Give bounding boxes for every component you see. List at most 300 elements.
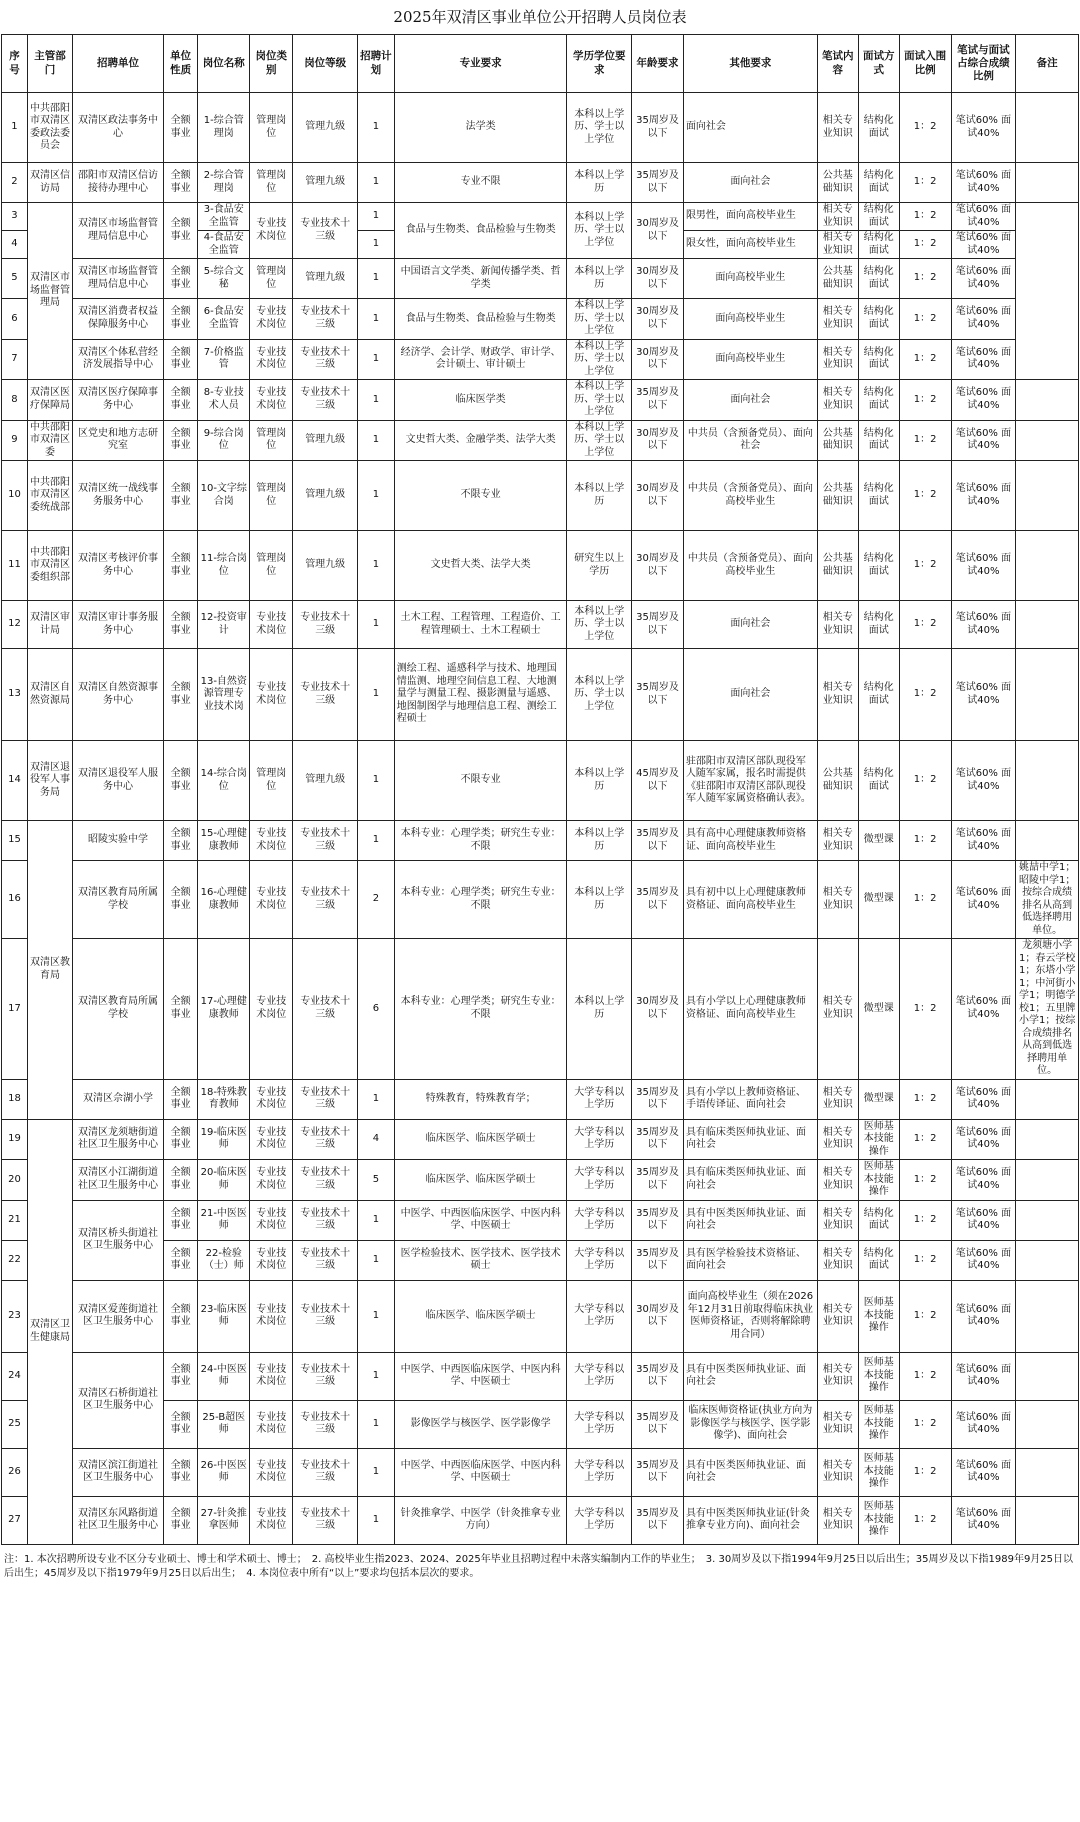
post-level-cell: 专业技术十三级 [293,1280,358,1352]
department-cell: 双清区审计局 [27,601,72,649]
post-type-cell: 专业技术岗位 [250,339,293,380]
interview-method-cell: 结构化面试 [858,299,899,340]
post-level-cell: 管理九级 [293,741,358,821]
nature-cell: 全额事业 [163,741,198,821]
interview-method-cell: 医师基本技能操作 [858,1448,899,1496]
recruitment-table [1,34,1079,1545]
major-cell: 医学检验技术、医学技术、医学技术硕士 [394,1240,567,1280]
table-row [2,861,1079,939]
table-row [2,380,1079,421]
score-weight-cell: 笔试60% 面试40% [951,93,1016,163]
other-req-cell: 具有高中心理健康教师资格证、面向高校毕业生 [683,821,817,861]
table-row [2,163,1079,203]
post-type-cell: 管理岗位 [250,163,293,203]
other-req-cell: 面向社会 [683,163,817,203]
department-cell: 中共邵阳市双清区委 [27,420,72,461]
education-cell: 本科以上学历 [567,461,632,531]
interview-method-cell: 结构化面试 [858,649,899,741]
row-number: 7 [2,339,28,380]
post-name-cell: 2-综合管理岗 [198,163,250,203]
plan-count-cell: 1 [358,93,395,163]
row-number: 25 [2,1400,28,1448]
score-weight-cell: 笔试60% 面试40% [951,231,1016,259]
exam-content-cell: 相关专业知识 [817,861,858,939]
col-header: 主管部门 [27,35,72,93]
age-cell: 35周岁及以下 [632,1119,684,1160]
unit-cell: 双清区退役军人服务中心 [73,741,164,821]
department-cell: 双清区市场监督管理局 [27,203,72,380]
major-cell: 测绘工程、遥感科学与技术、地理国情监测、地理空间信息工程、大地测量学与测量工程、摄影测量与遥感、地图制图学与地理信息工程、测绘工程硕士 [394,649,567,741]
age-cell: 35周岁及以下 [632,1240,684,1280]
row-number: 16 [2,861,28,939]
remark-cell [1016,1352,1079,1400]
education-cell: 本科以上学历 [567,741,632,821]
post-name-cell: 27-针灸推拿医师 [198,1496,250,1544]
table-row [2,741,1079,821]
remark-cell [1016,1400,1079,1448]
score-weight-cell: 笔试60% 面试40% [951,1119,1016,1160]
exam-content-cell: 相关专业知识 [817,1280,858,1352]
age-cell: 30周岁及以下 [632,531,684,601]
plan-count-cell: 1 [358,339,395,380]
post-level-cell: 专业技术十三级 [293,1160,358,1201]
interview-ratio-cell: 1：2 [899,339,951,380]
post-name-cell: 11-综合岗位 [198,531,250,601]
post-name-cell: 6-食品安全监管 [198,299,250,340]
nature-cell: 全额事业 [163,649,198,741]
interview-ratio-cell: 1：2 [899,1160,951,1201]
education-cell: 大学专科以上学历 [567,1448,632,1496]
col-header: 面试入围比例 [899,35,951,93]
exam-content-cell: 相关专业知识 [817,339,858,380]
interview-method-cell: 医师基本技能操作 [858,1160,899,1201]
row-number: 20 [2,1160,28,1201]
age-cell: 30周岁及以下 [632,1280,684,1352]
score-weight-cell: 笔试60% 面试40% [951,531,1016,601]
interview-ratio-cell: 1：2 [899,939,951,1080]
col-header: 单位性质 [163,35,198,93]
post-level-cell: 管理九级 [293,420,358,461]
age-cell: 30周岁及以下 [632,259,684,299]
major-cell: 法学类 [394,93,567,163]
post-type-cell: 专业技术岗位 [250,601,293,649]
nature-cell: 全额事业 [163,1280,198,1352]
unit-cell: 双清区石桥街道社区卫生服务中心 [73,1352,164,1448]
nature-cell: 全额事业 [163,861,198,939]
row-number: 5 [2,259,28,299]
post-type-cell: 管理岗位 [250,259,293,299]
education-cell: 大学专科以上学历 [567,1160,632,1201]
interview-ratio-cell: 1：2 [899,601,951,649]
score-weight-cell: 笔试60% 面试40% [951,1448,1016,1496]
unit-cell: 双清区教育局所属学校 [73,861,164,939]
post-name-cell: 16-心理健康教师 [198,861,250,939]
nature-cell: 全额事业 [163,939,198,1080]
exam-content-cell: 相关专业知识 [817,1079,858,1119]
nature-cell: 全额事业 [163,821,198,861]
remark-cell [1016,380,1079,421]
major-cell: 文史哲大类、法学大类 [394,531,567,601]
row-number: 4 [2,231,28,259]
major-cell: 特殊教育，特殊教育学； [394,1079,567,1119]
table-row [2,259,1079,299]
age-cell: 35周岁及以下 [632,1079,684,1119]
table-row [2,1079,1079,1119]
department-cell: 双清区卫生健康局 [27,1119,72,1544]
major-cell: 本科专业：心理学类；研究生专业：不限 [394,861,567,939]
interview-ratio-cell: 1：2 [899,1448,951,1496]
post-name-cell: 13-自然资源管理专业技术岗 [198,649,250,741]
table-row [2,1160,1079,1201]
post-level-cell: 专业技术十三级 [293,1200,358,1240]
interview-method-cell: 结构化面试 [858,93,899,163]
post-name-cell: 4-食品安全监管 [198,231,250,259]
post-type-cell: 专业技术岗位 [250,1280,293,1352]
interview-method-cell: 结构化面试 [858,531,899,601]
interview-method-cell: 微型课 [858,939,899,1080]
major-cell: 中医学、中西医临床医学、中医内科学、中医硕士 [394,1448,567,1496]
table-row [2,339,1079,380]
other-req-cell: 中共员（含预备党员）、面向社会 [683,420,817,461]
post-name-cell: 22-检验（士）师 [198,1240,250,1280]
post-level-cell: 专业技术十三级 [293,299,358,340]
remark-cell: 姚喆中学1；昭陵中学1；按综合成绩排名从高到低选择聘用单位。 [1016,861,1079,939]
row-number: 8 [2,380,28,421]
major-cell: 临床医学、临床医学硕士 [394,1280,567,1352]
interview-ratio-cell: 1：2 [899,93,951,163]
post-level-cell: 专业技术十三级 [293,1448,358,1496]
age-cell: 35周岁及以下 [632,1400,684,1448]
row-number: 19 [2,1119,28,1160]
table-row [2,203,1079,231]
remark-cell [1016,531,1079,601]
col-header: 笔试内容 [817,35,858,93]
exam-content-cell: 公共基础知识 [817,163,858,203]
education-cell: 大学专科以上学历 [567,1240,632,1280]
plan-count-cell: 1 [358,601,395,649]
table-row [2,93,1079,163]
nature-cell: 全额事业 [163,299,198,340]
post-name-cell: 15-心理健康教师 [198,821,250,861]
unit-cell: 双清区教育局所属学校 [73,939,164,1080]
interview-method-cell: 结构化面试 [858,339,899,380]
education-cell: 本科以上学历、学士以上学位 [567,380,632,421]
score-weight-cell: 笔试60% 面试40% [951,259,1016,299]
interview-ratio-cell: 1：2 [899,531,951,601]
major-cell: 临床医学、临床医学硕士 [394,1119,567,1160]
score-weight-cell: 笔试60% 面试40% [951,203,1016,231]
table-row [2,601,1079,649]
score-weight-cell: 笔试60% 面试40% [951,1496,1016,1544]
other-req-cell: 限女性，面向高校毕业生 [683,231,817,259]
unit-cell: 双清区消费者权益保障服务中心 [73,299,164,340]
major-cell: 本科专业：心理学类；研究生专业：不限 [394,939,567,1080]
interview-method-cell: 结构化面试 [858,380,899,421]
age-cell: 30周岁及以下 [632,203,684,259]
education-cell: 本科以上学历 [567,163,632,203]
remark-cell [1016,420,1079,461]
plan-count-cell: 1 [358,1352,395,1400]
table-row [2,531,1079,601]
nature-cell: 全额事业 [163,1448,198,1496]
row-number: 26 [2,1448,28,1496]
major-cell: 临床医学、临床医学硕士 [394,1160,567,1201]
major-cell: 经济学、会计学、财政学、审计学、会计硕士、审计硕士 [394,339,567,380]
footnote: 注：1. 本次招聘所设专业不区分专业硕士、博士和学术硕士、博士； 2. 高校毕业生指2023、2024、2025年毕业且招聘过程中未落实编制内工作的毕业生； 3. 30周岁及以下指1994年9月25日以后出生；35周岁及以下指1989年9月25日以后出生；45周岁及以下指1979年9月25日以后出生； 4. 本岗位表中所有“以上”要求均包括本层次的要求。 [4,1553,1074,1579]
interview-method-cell: 医师基本技能操作 [858,1119,899,1160]
age-cell: 35周岁及以下 [632,1200,684,1240]
plan-count-cell: 1 [358,299,395,340]
table-row [2,1448,1079,1496]
post-type-cell: 管理岗位 [250,741,293,821]
interview-ratio-cell: 1：2 [899,231,951,259]
post-level-cell: 专业技术十三级 [293,939,358,1080]
row-number: 3 [2,203,28,231]
nature-cell: 全额事业 [163,1496,198,1544]
post-level-cell: 管理九级 [293,461,358,531]
plan-count-cell: 1 [358,1200,395,1240]
score-weight-cell: 笔试60% 面试40% [951,1079,1016,1119]
plan-count-cell: 1 [358,1448,395,1496]
score-weight-cell: 笔试60% 面试40% [951,741,1016,821]
plan-count-cell: 1 [358,1079,395,1119]
remark-cell [1016,821,1079,861]
age-cell: 30周岁及以下 [632,420,684,461]
post-type-cell: 专业技术岗位 [250,1119,293,1160]
exam-content-cell: 相关专业知识 [817,380,858,421]
post-level-cell: 专业技术十三级 [293,1496,358,1544]
row-number: 2 [2,163,28,203]
major-cell: 针灸推拿学、中医学（针灸推拿专业方向） [394,1496,567,1544]
score-weight-cell: 笔试60% 面试40% [951,380,1016,421]
exam-content-cell: 相关专业知识 [817,1448,858,1496]
unit-cell: 双清区审计事务服务中心 [73,601,164,649]
remark-cell [1016,1240,1079,1280]
plan-count-cell: 1 [358,531,395,601]
interview-method-cell: 微型课 [858,861,899,939]
exam-content-cell: 相关专业知识 [817,821,858,861]
remark-cell [1016,461,1079,531]
table-row [2,1400,1079,1448]
exam-content-cell: 相关专业知识 [817,203,858,231]
col-header: 专业要求 [394,35,567,93]
post-type-cell: 专业技术岗位 [250,1352,293,1400]
plan-count-cell: 1 [358,259,395,299]
interview-method-cell: 结构化面试 [858,601,899,649]
score-weight-cell: 笔试60% 面试40% [951,1280,1016,1352]
exam-content-cell: 相关专业知识 [817,93,858,163]
nature-cell: 全额事业 [163,93,198,163]
row-number: 27 [2,1496,28,1544]
col-header: 岗位等级 [293,35,358,93]
plan-count-cell: 1 [358,461,395,531]
table-body [2,93,1079,1545]
education-cell: 大学专科以上学历 [567,1280,632,1352]
other-req-cell: 具有临床类医师执业证、面向社会 [683,1160,817,1201]
other-req-cell: 面向社会 [683,93,817,163]
other-req-cell: 驻邵阳市双清区部队现役军人随军家属，报名时需提供《驻邵阳市双清区部队现役军人随军家属资格确认表》。 [683,741,817,821]
major-cell: 文史哲大类、金融学类、法学大类 [394,420,567,461]
major-cell: 土木工程、工程管理、工程造价、工程管理硕士、土木工程硕士 [394,601,567,649]
education-cell: 本科以上学历 [567,259,632,299]
interview-method-cell: 微型课 [858,1079,899,1119]
row-number: 1 [2,93,28,163]
age-cell: 35周岁及以下 [632,1496,684,1544]
row-number: 17 [2,939,28,1080]
score-weight-cell: 笔试60% 面试40% [951,461,1016,531]
plan-count-cell: 1 [358,1240,395,1280]
interview-method-cell: 医师基本技能操作 [858,1352,899,1400]
post-name-cell: 14-综合岗位 [198,741,250,821]
post-level-cell: 专业技术十三级 [293,380,358,421]
post-type-cell: 专业技术岗位 [250,1079,293,1119]
other-req-cell: 具有中医类医师执业证、面向社会 [683,1200,817,1240]
other-req-cell: 中共员（含预备党员）、面向高校毕业生 [683,531,817,601]
education-cell: 本科以上学历 [567,821,632,861]
table-row [2,1280,1079,1352]
post-type-cell: 专业技术岗位 [250,299,293,340]
other-req-cell: 面向社会 [683,380,817,421]
post-type-cell: 专业技术岗位 [250,1400,293,1448]
row-number: 15 [2,821,28,861]
unit-cell: 双清区考核评价事务中心 [73,531,164,601]
col-header: 备注 [1016,35,1079,93]
exam-content-cell: 公共基础知识 [817,741,858,821]
age-cell: 35周岁及以下 [632,1448,684,1496]
nature-cell: 全额事业 [163,461,198,531]
other-req-cell: 具有中医类医师执业证(针灸推拿专业方向)、面向社会 [683,1496,817,1544]
interview-method-cell: 结构化面试 [858,231,899,259]
col-header: 招聘计划 [358,35,395,93]
interview-ratio-cell: 1：2 [899,1496,951,1544]
post-name-cell: 25-B超医师 [198,1400,250,1448]
plan-count-cell: 1 [358,741,395,821]
nature-cell: 全额事业 [163,1240,198,1280]
plan-count-cell: 1 [358,821,395,861]
nature-cell: 全额事业 [163,1079,198,1119]
other-req-cell: 中共员（含预备党员）、面向高校毕业生 [683,461,817,531]
department-cell: 双清区退役军人事务局 [27,741,72,821]
other-req-cell: 面向社会 [683,601,817,649]
post-name-cell: 21-中医医师 [198,1200,250,1240]
table-row [2,461,1079,531]
unit-cell: 双清区爱莲街道社区卫生服务中心 [73,1280,164,1352]
other-req-cell: 具有初中以上心理健康教师资格证、面向高校毕业生 [683,861,817,939]
row-number: 22 [2,1240,28,1280]
post-type-cell: 专业技术岗位 [250,1160,293,1201]
exam-content-cell: 相关专业知识 [817,1400,858,1448]
unit-cell: 双清区统一战线事务服务中心 [73,461,164,531]
education-cell: 本科以上学历、学士以上学位 [567,339,632,380]
post-name-cell: 1-综合管理岗 [198,93,250,163]
score-weight-cell: 笔试60% 面试40% [951,339,1016,380]
department-cell: 双清区信访局 [27,163,72,203]
score-weight-cell: 笔试60% 面试40% [951,821,1016,861]
major-cell: 中国语言文学类、新闻传播学类、哲学类 [394,259,567,299]
interview-ratio-cell: 1：2 [899,1240,951,1280]
row-number: 21 [2,1200,28,1240]
remark-cell [1016,163,1079,203]
interview-ratio-cell: 1：2 [899,1119,951,1160]
other-req-cell: 面向高校毕业生 [683,259,817,299]
education-cell: 本科以上学历、学士以上学位 [567,203,632,259]
age-cell: 30周岁及以下 [632,939,684,1080]
col-header: 笔试与面试占综合成绩比例 [951,35,1016,93]
score-weight-cell: 笔试60% 面试40% [951,861,1016,939]
score-weight-cell: 笔试60% 面试40% [951,1352,1016,1400]
exam-content-cell: 相关专业知识 [817,1352,858,1400]
exam-content-cell: 公共基础知识 [817,259,858,299]
interview-method-cell: 结构化面试 [858,420,899,461]
unit-cell: 双清区小江湖街道社区卫生服务中心 [73,1160,164,1201]
plan-count-cell: 1 [358,420,395,461]
score-weight-cell: 笔试60% 面试40% [951,649,1016,741]
post-name-cell: 5-综合文秘 [198,259,250,299]
table-row [2,1119,1079,1160]
col-header: 岗位类别 [250,35,293,93]
exam-content-cell: 相关专业知识 [817,1200,858,1240]
post-level-cell: 专业技术十三级 [293,861,358,939]
score-weight-cell: 笔试60% 面试40% [951,601,1016,649]
other-req-cell: 限男性，面向高校毕业生 [683,203,817,231]
education-cell: 本科以上学历 [567,939,632,1080]
interview-method-cell: 微型课 [858,821,899,861]
post-type-cell: 管理岗位 [250,531,293,601]
nature-cell: 全额事业 [163,259,198,299]
col-header: 其他要求 [683,35,817,93]
education-cell: 大学专科以上学历 [567,1119,632,1160]
post-name-cell: 24-中医医师 [198,1352,250,1400]
nature-cell: 全额事业 [163,420,198,461]
age-cell: 35周岁及以下 [632,861,684,939]
post-level-cell: 专业技术十三级 [293,601,358,649]
interview-method-cell: 结构化面试 [858,461,899,531]
post-name-cell: 26-中医医师 [198,1448,250,1496]
plan-count-cell: 1 [358,231,395,259]
post-name-cell: 18-特殊教育教师 [198,1079,250,1119]
unit-cell: 双清区东风路街道社区卫生服务中心 [73,1496,164,1544]
interview-ratio-cell: 1：2 [899,1400,951,1448]
post-name-cell: 8-专业技术人员 [198,380,250,421]
age-cell: 35周岁及以下 [632,601,684,649]
score-weight-cell: 笔试60% 面试40% [951,1200,1016,1240]
other-req-cell: 具有医学检验技术资格证、面向社会 [683,1240,817,1280]
plan-count-cell: 6 [358,939,395,1080]
remark-cell [1016,1160,1079,1201]
table-row [2,649,1079,741]
plan-count-cell: 1 [358,1496,395,1544]
education-cell: 大学专科以上学历 [567,1496,632,1544]
department-cell: 中共邵阳市双清区委政法委员会 [27,93,72,163]
col-header: 招聘单位 [73,35,164,93]
exam-content-cell: 相关专业知识 [817,1240,858,1280]
post-name-cell: 10-文字综合岗 [198,461,250,531]
exam-content-cell: 相关专业知识 [817,299,858,340]
major-cell: 临床医学类 [394,380,567,421]
post-name-cell: 19-临床医师 [198,1119,250,1160]
age-cell: 30周岁及以下 [632,299,684,340]
age-cell: 35周岁及以下 [632,1160,684,1201]
interview-ratio-cell: 1：2 [899,163,951,203]
remark-cell [1016,1119,1079,1160]
nature-cell: 全额事业 [163,339,198,380]
plan-count-cell: 1 [358,649,395,741]
post-type-cell: 专业技术岗位 [250,821,293,861]
plan-count-cell: 1 [358,380,395,421]
exam-content-cell: 相关专业知识 [817,939,858,1080]
remark-cell [1016,601,1079,649]
page-title: 2025年双清区事业单位公开招聘人员岗位表 [393,8,687,26]
